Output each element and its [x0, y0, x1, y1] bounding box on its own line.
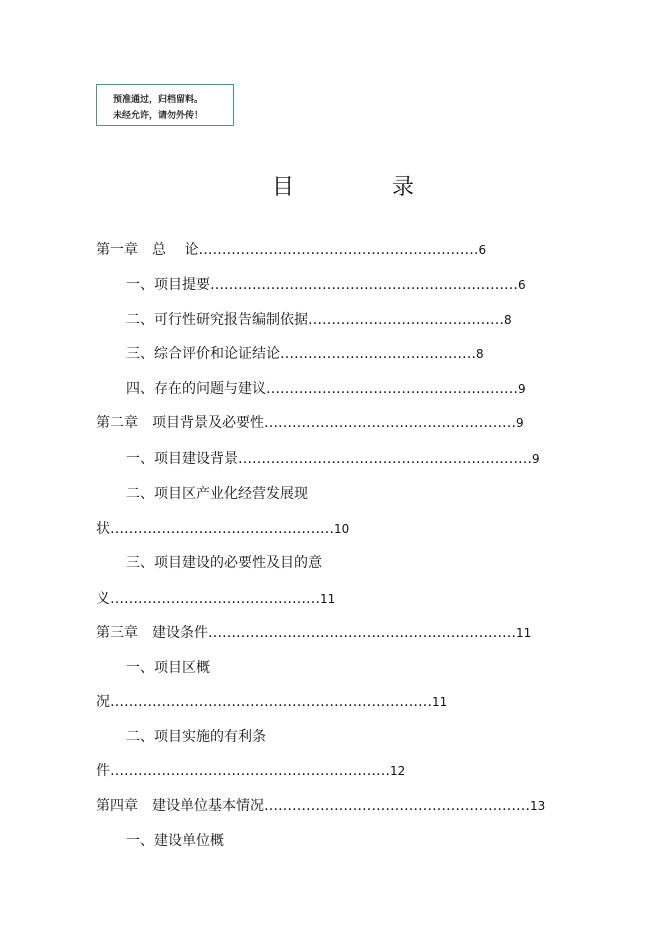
toc-page-number: 10	[334, 522, 350, 536]
toc-entry-label: 二、项目区产业化经营发展现	[126, 486, 308, 502]
toc-entry[interactable]	[126, 832, 224, 850]
toc-entry-label: 二、可行性研究报告编制依据	[126, 312, 308, 328]
toc-leader-dots: …………………………………………………………	[210, 277, 518, 293]
toc-entry-label: 义	[96, 591, 110, 607]
toc-page-number: 9	[532, 452, 540, 466]
toc-page-number: 8	[476, 347, 484, 361]
toc-entry-label: 第三章 建设条件	[96, 625, 208, 641]
toc-entry-label: 第四章 建设单位基本情况	[96, 798, 264, 814]
notice-line-2: 未经允许，请勿外传！	[113, 111, 204, 121]
notice-stamp	[96, 84, 234, 126]
toc-entry-label: 一、项目区概	[126, 660, 210, 676]
toc-entry-label: 件	[96, 763, 110, 779]
toc-entry-label: 二、项目实施的有利条	[126, 729, 266, 745]
notice-line-1: 预准通过，归档留料。	[113, 95, 204, 105]
toc-page-number: 12	[390, 764, 406, 778]
toc-entry[interactable]	[126, 450, 540, 468]
toc-page-number: 11	[320, 592, 336, 606]
toc-page-number: 13	[530, 799, 546, 813]
toc-entry-label: 一、项目建设背景	[126, 451, 238, 467]
toc-entry[interactable]	[126, 728, 266, 746]
toc-leader-dots: …………………………………………………	[264, 798, 530, 814]
toc-leader-dots: ……………………………………………………	[110, 763, 390, 779]
toc-leader-dots: …………………………………………………………	[208, 625, 516, 641]
toc-entry-label: 况	[96, 694, 110, 710]
toc-page-number: 11	[432, 695, 448, 709]
toc-entry[interactable]	[126, 311, 512, 329]
toc-entry[interactable]	[96, 762, 405, 780]
toc-leader-dots: ………………………………………………	[266, 381, 518, 397]
toc-entry-label: 第二章 项目背景及必要性	[96, 415, 264, 431]
toc-entry-label: 一、建设单位概	[126, 833, 224, 849]
toc-page-number: 6	[478, 243, 487, 257]
toc-entry-label: 三、综合评价和论证结论	[126, 346, 280, 362]
toc-leader-dots: …………………………………………	[110, 521, 334, 537]
toc-entry[interactable]	[126, 345, 484, 363]
toc-entry[interactable]	[126, 554, 322, 572]
toc-page-number: 9	[516, 416, 524, 430]
toc-leader-dots: ……………………………………………………………	[110, 694, 432, 710]
toc-page-number: 9	[518, 382, 526, 396]
toc-page-number: 11	[516, 626, 532, 640]
toc-entry-label: 四、存在的问题与建议	[126, 381, 266, 397]
toc-leader-dots: ……………………………………………………	[198, 242, 479, 258]
toc-entry[interactable]	[96, 624, 531, 642]
toc-entry[interactable]	[96, 241, 486, 259]
toc-entry[interactable]	[96, 520, 349, 538]
page-title-part-1: 目	[272, 175, 295, 200]
toc-page-number: 8	[504, 313, 512, 327]
toc-entry[interactable]	[96, 414, 524, 432]
toc-entry-label: 三、项目建设的必要性及目的意	[126, 555, 322, 571]
toc-entry[interactable]	[96, 590, 335, 608]
page-title-part-2: 录	[392, 175, 415, 200]
toc-entry-label: 状	[96, 521, 110, 537]
toc-entry[interactable]	[126, 276, 526, 294]
toc-entry[interactable]	[126, 659, 210, 677]
toc-entry[interactable]	[96, 797, 545, 815]
toc-page-number: 6	[518, 278, 526, 292]
toc-entry[interactable]	[96, 693, 447, 711]
toc-entry-label: 一、项目提要	[126, 277, 210, 293]
toc-leader-dots: ………………………………………	[110, 591, 320, 607]
toc-entry-label: 第一章 总 论	[96, 242, 199, 258]
toc-leader-dots: ……………………………………	[308, 312, 504, 328]
toc-leader-dots: ……………………………………	[280, 346, 476, 362]
toc-leader-dots: ………………………………………………………	[238, 451, 532, 467]
toc-entry[interactable]	[126, 380, 526, 398]
toc-leader-dots: ………………………………………………	[264, 415, 516, 431]
toc-entry[interactable]	[126, 485, 308, 503]
